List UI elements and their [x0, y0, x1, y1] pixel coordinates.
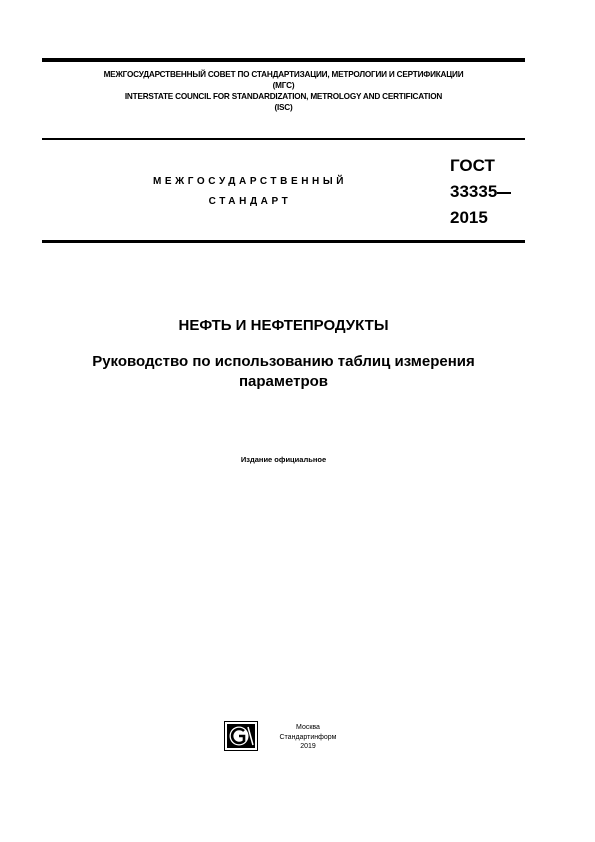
publisher-year: 2019 — [300, 743, 316, 750]
standard-kind — [100, 172, 400, 212]
subtitle-line1: Руководство по использованию таблиц измерения — [92, 353, 475, 370]
gost-dash — [497, 192, 511, 194]
publisher-block — [268, 723, 348, 752]
publisher-name: Стандартинформ — [279, 733, 337, 741]
council-ru: МЕЖГОСУДАРСТВЕННЫЙ СОВЕТ ПО СТАНДАРТИЗАЦИИ, МЕТРОЛОГИИ И СЕРТИФИКАЦИИ — [103, 70, 464, 79]
bottom-rule — [42, 240, 525, 243]
publisher-logo-icon — [224, 721, 258, 751]
top-rule — [42, 58, 525, 62]
gost-number: 33335 — [450, 182, 498, 201]
standard-kind-line2: СТАНДАРТ — [208, 196, 292, 207]
edition-note: Издание официальное — [240, 455, 327, 464]
standard-kind-line1: МЕЖГОСУДАРСТВЕННЫЙ — [152, 176, 348, 187]
gost-label: ГОСТ — [450, 156, 495, 175]
subtitle-line2: параметров — [238, 373, 329, 390]
council-rule — [42, 138, 525, 140]
council-en-abbr: (ISC) — [274, 103, 293, 112]
document-subtitle — [60, 352, 507, 392]
gost-number-wrap — [450, 179, 497, 205]
publisher-city: Москва — [296, 724, 320, 731]
council-block — [42, 69, 525, 113]
gost-number-container — [450, 179, 497, 205]
council-ru-abbr: (МГС) — [272, 81, 295, 90]
council-en: INTERSTATE COUNCIL FOR STANDARDIZATION, METROLOGY AND CERTIFICATION — [124, 92, 443, 101]
gost-year: 2015 — [450, 208, 488, 227]
document-title: НЕФТЬ И НЕФТЕПРОДУКТЫ — [178, 317, 389, 334]
gost-designation — [450, 153, 497, 231]
